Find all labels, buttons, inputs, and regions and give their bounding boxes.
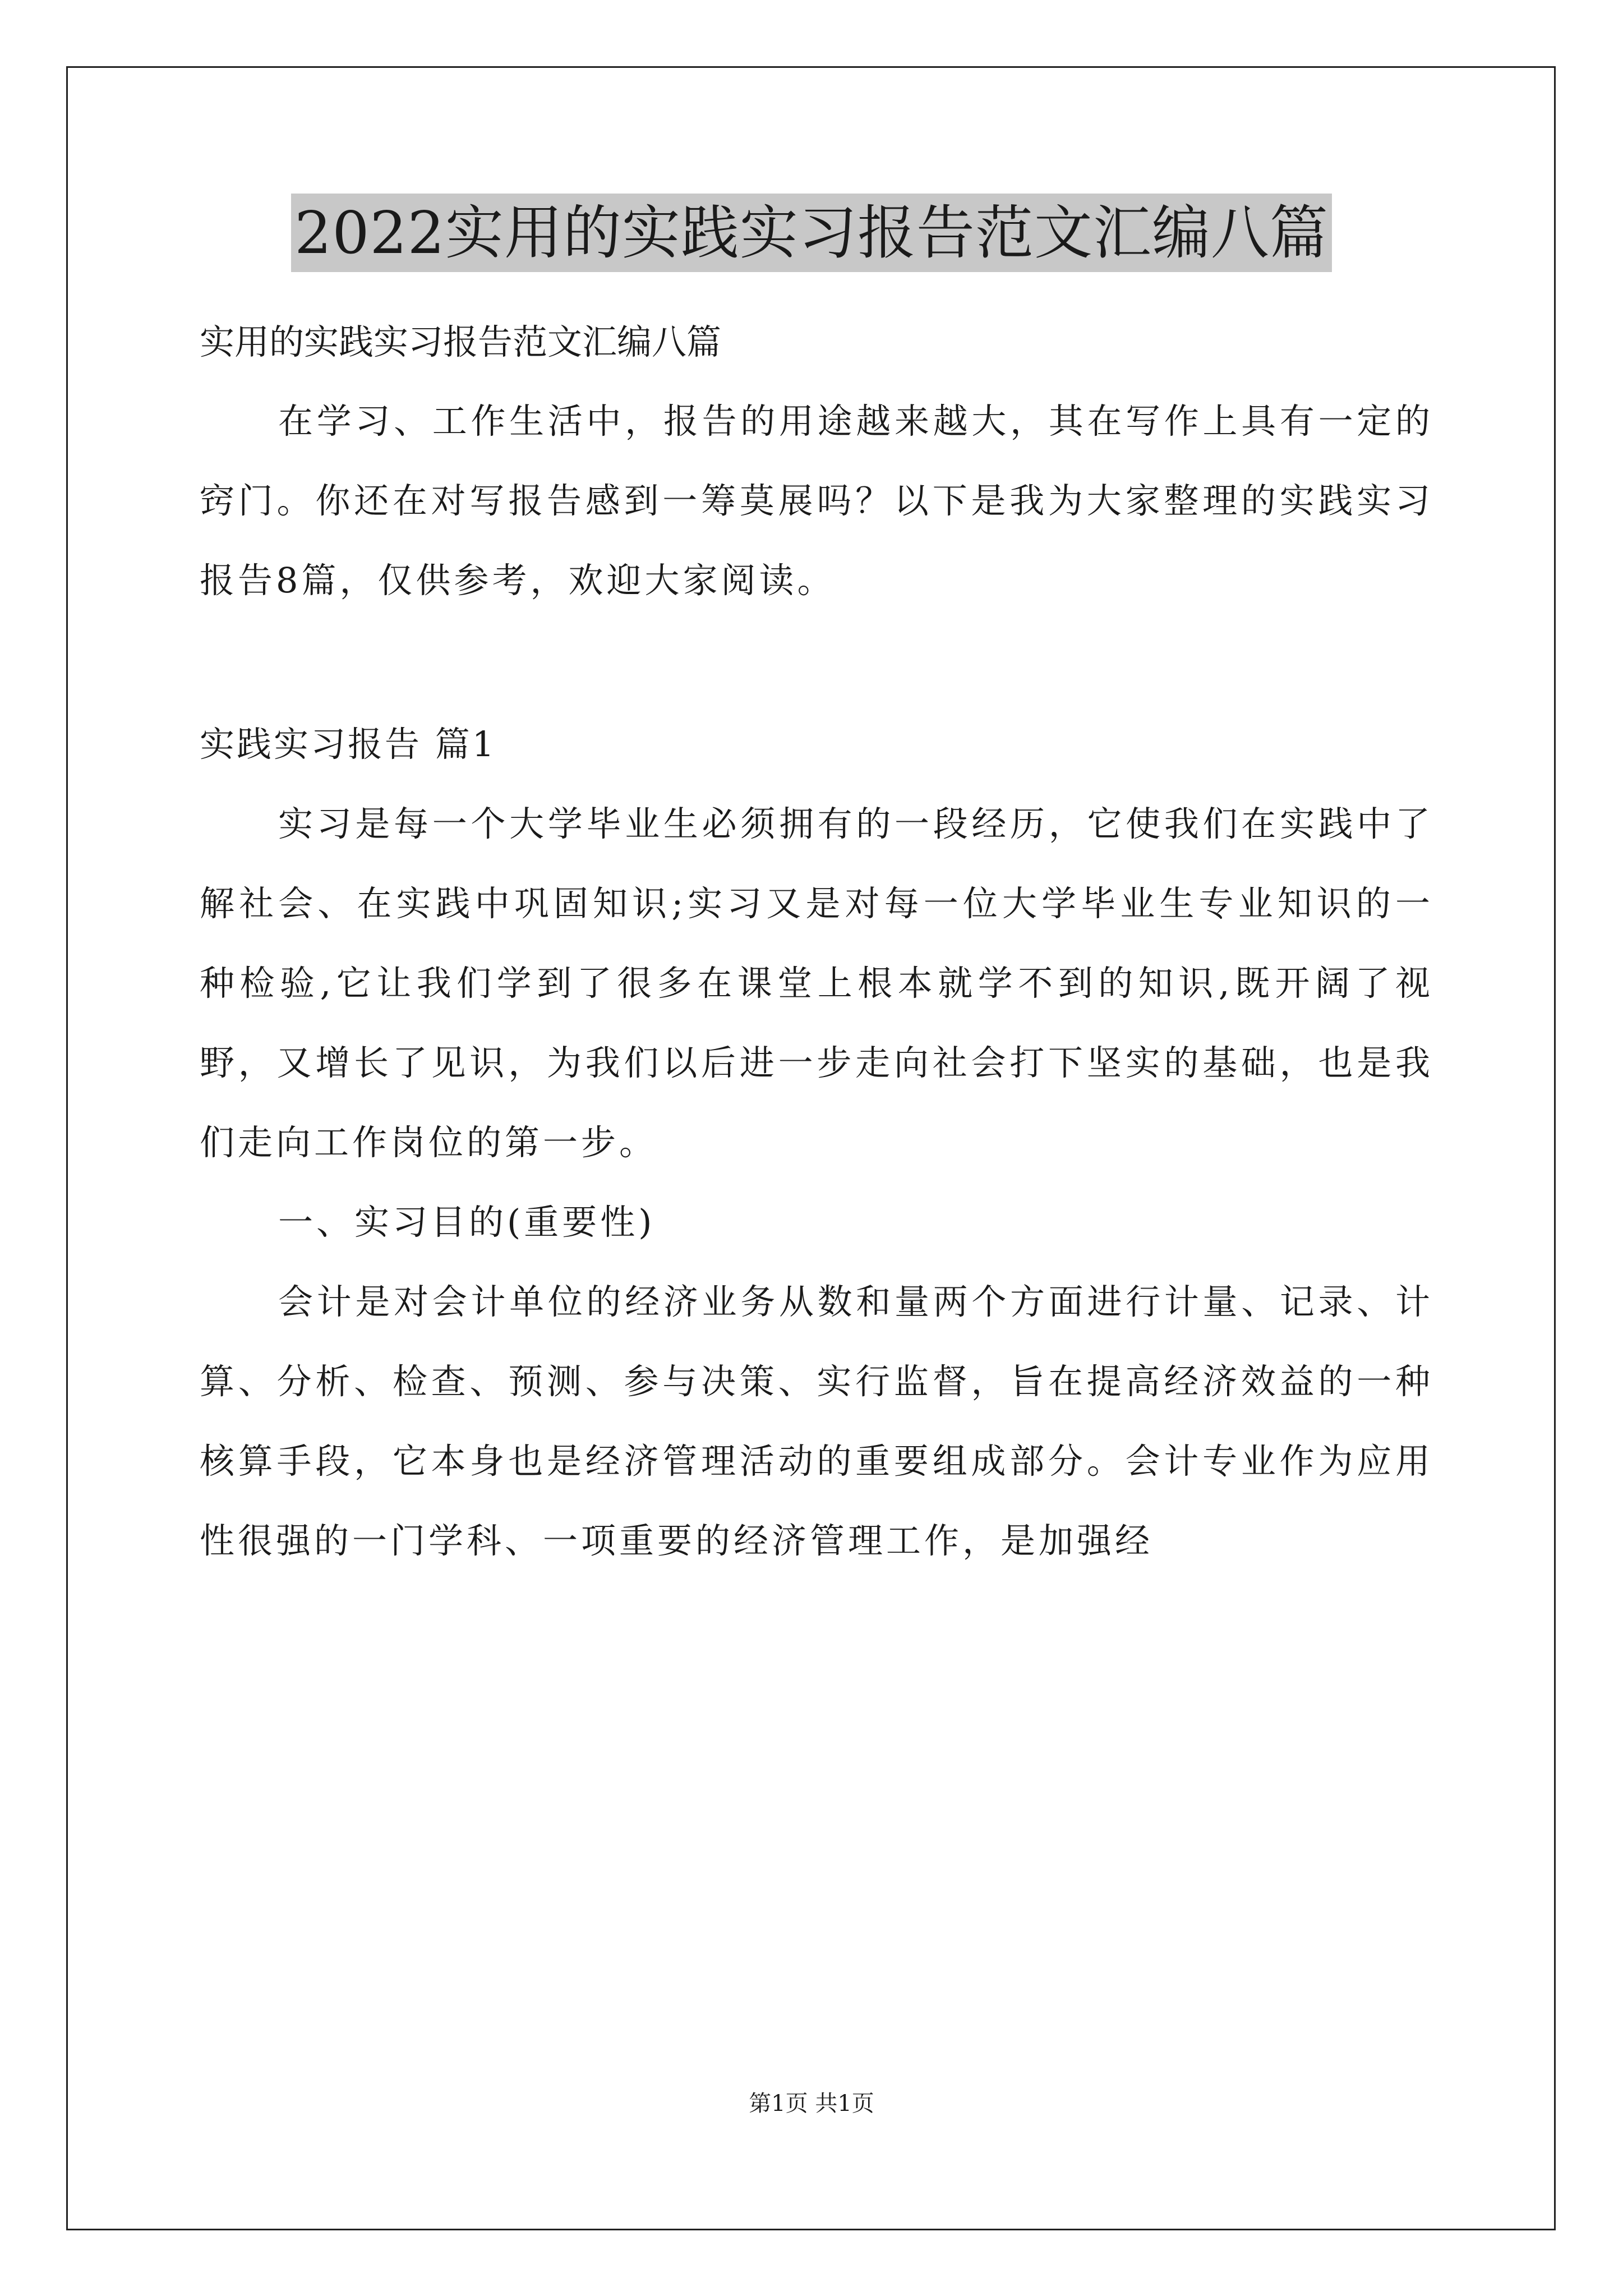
document-body	[200, 303, 1433, 1581]
document-title: 2022实用的实践实习报告范文汇编八篇	[291, 194, 1332, 272]
intro-paragraph: 在学习、工作生活中，报告的用途越来越大，其在写作上具有一定的窍门。你还在对写报告感到一筹莫展吗？以下是我为大家整理的实践实习报告8篇，仅供参考，欢迎大家阅读。	[200, 401, 1433, 601]
page-footer: 第1页 共1页	[749, 2091, 874, 2116]
body-paragraph-2: 会计是对会计单位的经济业务从数和量两个方面进行计量、记录、计算、分析、检查、预测、参与决策、实行监督，旨在提高经济效益的一种核算手段，它本身也是经济管理活动的重要组成部分。会计专业作为应用性很强的一门学科、一项重要的经济管理工作，是加强经	[200, 1281, 1433, 1561]
body-paragraph-1: 实习是每一个大学毕业生必须拥有的一段经历，它使我们在实践中了解社会、在实践中巩固知识;实习又是对每一位大学毕业生专业知识的一种检验,它让我们学到了很多在课堂上根本就学不到的知识,既开阔了视野，又增长了见识，为我们以后进一步走向社会打下坚实的基础，也是我们走向工作岗位的第一步。	[200, 803, 1433, 1163]
subsection-heading: 一、实习目的(重要性)	[278, 1202, 656, 1243]
document-subtitle: 实用的实践实习报告范文汇编八篇	[200, 321, 722, 362]
title-container	[0, 194, 1623, 272]
section-heading: 实践实习报告 篇1	[200, 724, 497, 765]
section-spacer	[200, 620, 1433, 705]
